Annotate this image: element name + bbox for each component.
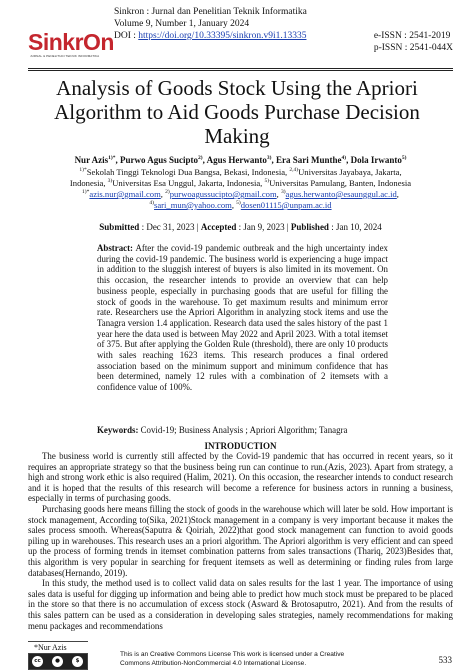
- journal-name: Sinkron : Jurnal dan Penelitian Teknik Informatika: [114, 7, 307, 17]
- email-link-2[interactable]: purwoagussucipto@gmail.com: [169, 188, 277, 199]
- eissn: e-ISSN : 2541-2019: [373, 31, 451, 41]
- paragraph-2: Purchasing goods here means filling the stock of goods in the warehouse which will later be sold. How important is stock management, According to(Sika, 2021)Stock management in a company is very important because it makes the sales process smooth. Whereas(Saputra & Qoiriah, 2022)that good stock management can function to avoid goods piling up in warehouses. This research uses an a priori algorithm. The Apriori algorithm is very efficient and can speed up the process of forming trends in itemset combination patterns from sales transactions (Thariq, 2023)Besides that, this algorithm is very popular in searching for frequent itemsets as well as determining or finding rules from large databases(Hernando, 2019).: [28, 503, 453, 578]
- journal-volume: Volume 9, Number 1, January 2024: [114, 19, 250, 29]
- paragraph-1: The business world is currently still affected by the Covid-19 pandemic that has occurred in recent years, so it requires an appropriate strategy so that the business being run can continue to run.(Azis, 2023). Apart from strategy, a high and strong work ethic is also required (Halim, 2021). On this occasion, the researcher intends to conduct research and it is hoped that the results of this research will become a reference for business actors in running a business, especially in terms of purchasing goods.: [28, 451, 453, 504]
- noncommercial-icon: $: [72, 656, 83, 667]
- keywords: [97, 425, 397, 436]
- journal-doi: DOI : https://doi.org/10.33395/sinkron.v9i1.13335: [114, 31, 307, 41]
- header-rule-2: [28, 70, 453, 71]
- email-line-2: $^{4)}$sari_mun@yahoo.com, $^{5)}$dosen01115@unpam.ac.id: [149, 199, 332, 210]
- journal-info: [114, 6, 307, 42]
- header-rule: [28, 68, 453, 69]
- email-link-5[interactable]: dosen01115@unpam.ac.id: [240, 199, 332, 210]
- email-link-4[interactable]: sari_mun@yahoo.com: [154, 199, 232, 210]
- paragraph-3: In this study, the method used is to collect valid data on sales results for the last 1 year. The importance of using sales data is useful for digging up information and being able to predict how much stock must be prepared to be placed in the store so that there is no accumulation of excess stock (Asward & Brotosaputro, 2021). And from the results of this sales pattern can be used as a consideration in developing sales strategies, namely recommendations for making menu packages and recommendations: [28, 578, 453, 631]
- keywords-text: Covid-19; Business Analysis ; Apriori Algorithm; Tanagra: [138, 425, 348, 435]
- email-line-1: $^{1)*}$azis.nur@gmail.com, $^{2)}$purwoagussucipto@gmail.com, $^{3)}$agus.herwanto@esaunggul.ac.id,: [82, 188, 399, 199]
- affiliation-line-2: Indonesia, $^{3)}$Universitas Esa Unggul, Jakarta, Indonesia, $^{5)}$Universitas Pamulang, Banten, Indonesia: [69, 177, 412, 188]
- journal-logo: [28, 29, 114, 64]
- paper-title: Analysis of Goods Stock Using the Apriori Algorithm to Aid Goods Purchase Decision Making: [54, 76, 420, 148]
- email-link-3[interactable]: agus.herwanto@esaunggul.ac.id: [285, 188, 397, 199]
- logo-wordmark: SinkrOn: [28, 29, 114, 55]
- author-list: Nur Azis$^{1)*}$, Purwo Agus Sucipto$^{2)}$, Agus Herwanto$^{3)}$, Era Sari Munthe$^{4)}$, Dola Irwanto$^{5)}$: [74, 155, 407, 165]
- keywords-label: Keywords:: [97, 425, 139, 435]
- abstract-label: Abstract:: [97, 243, 133, 253]
- abstract-text: After the covid-19 pandemic outbreak and the high uncertainty index during the covid-19 pandemic. The business world is experiencing a huge impact in addition to the sluggish interest of buyers is also limited in its movement. On this occasion, the researcher intends to provide an overview that can help business people, especially in purchasing goods that are useful for filling the stock of goods in the warehouse. To get maximum results and minimum error rate. Researchers use the Apriori Algorithm in analyzing stock items and use the Tanagra version 1.4 application. Research data used the sales history of the past 1 year here the data used is between May 2022 and April 2023. With a total itemset of 375. But after applying the Golden Rule (threshold), there are only 10 products with sales reaching 1623 items. This research produces a final ordered association based on the minimum support and minimum confidence that has been determined, namely 12 rules with a combination of 2 itemsets with a confidence value of 100%.: [97, 243, 388, 393]
- footnote: *Nur Azis: [34, 643, 67, 652]
- affiliation-line-1: $^{1)*}$Sekolah Tinggi Teknologi Dua Bangsa, Bekasi, Indonesia, $^{2,4)}$Universitas Jayabaya, Jakarta,: [79, 166, 402, 177]
- section-heading: INTRODUCTION: [204, 441, 277, 451]
- doi-link[interactable]: https://doi.org/10.33395/sinkron.v9i1.13335: [138, 31, 307, 41]
- page-number: 533: [438, 655, 452, 665]
- abstract: [97, 243, 388, 393]
- issn-block: [374, 30, 453, 54]
- journal-header: [28, 6, 453, 66]
- cc-license-badge[interactable]: [28, 653, 88, 670]
- attribution-icon: ●: [52, 656, 63, 667]
- submission-dates: Submitted : Dec 31, 2023 | Accepted : Jan 9, 2023 | Published : Jan 10, 2024: [99, 222, 382, 232]
- email-link-1[interactable]: azis.nur@gmail.com: [89, 188, 161, 199]
- creative-commons-icon: cc: [32, 656, 43, 667]
- pissn: p-ISSN : 2541-044X: [373, 43, 453, 53]
- footnote-rule: [28, 641, 88, 642]
- body-text: [28, 451, 453, 631]
- license-text: This is an Creative Commons License This work is licensed under a Creative Commons Attribution-NonCommercial 4.0 International License.: [120, 651, 345, 667]
- logo-tagline: JURNAL & PENELITIAN TEKNIK INFORMATIKA: [30, 54, 100, 58]
